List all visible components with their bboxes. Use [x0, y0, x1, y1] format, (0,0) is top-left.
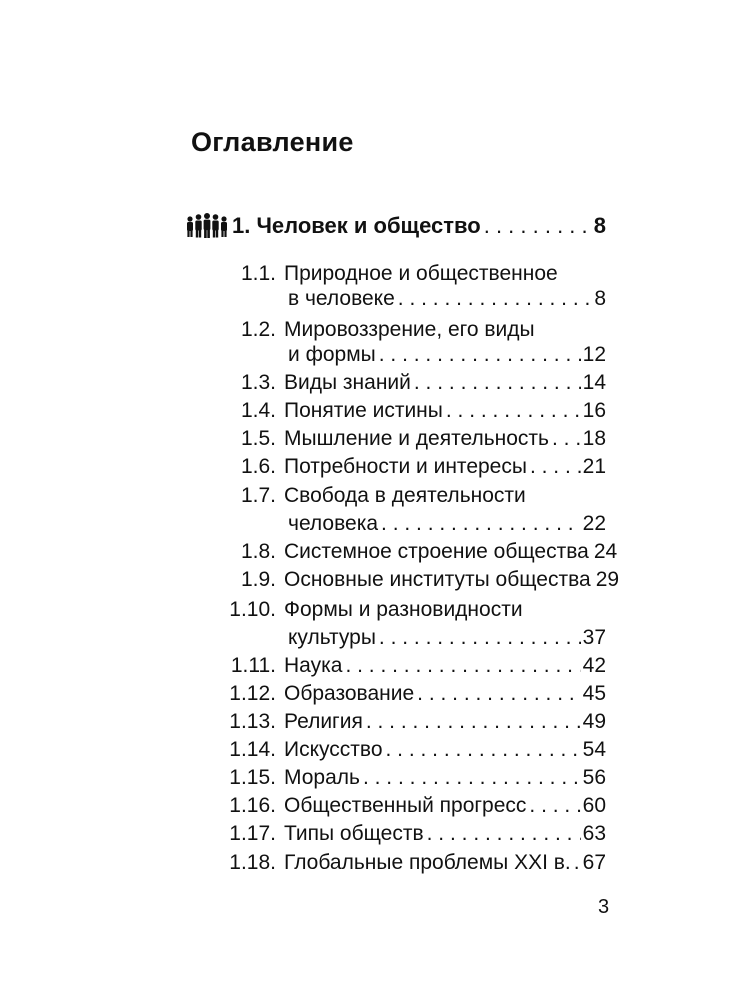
toc-entry[interactable] — [284, 427, 606, 451]
page-number: 3 — [598, 896, 610, 918]
entry-title-line1[interactable]: Свобода в деятельности — [284, 484, 526, 507]
entry-number: 1.7. — [240, 484, 276, 507]
entry-number: 1.3. — [240, 371, 276, 394]
dot-leader — [414, 682, 580, 706]
entry-number: 1.13. — [229, 710, 276, 733]
entry-page: 45 — [582, 682, 606, 705]
dot-leader — [571, 851, 581, 875]
entry-number: 1.18. — [229, 851, 276, 874]
entry-title-line1[interactable]: Формы и разновидности — [284, 598, 523, 621]
entry-title: в человеке — [288, 287, 395, 310]
dot-leader — [443, 399, 581, 423]
dot-leader — [411, 371, 581, 395]
entry-number: 1.10. — [229, 598, 276, 621]
entry-number: 1.14. — [229, 738, 276, 761]
entry-title: Мышление и деятельность — [284, 427, 549, 450]
entry-title: и формы — [288, 343, 376, 366]
toc-entry[interactable] — [284, 540, 618, 564]
entry-number: 1.11. — [230, 654, 276, 677]
dot-leader — [549, 427, 581, 451]
dot-leader — [342, 654, 580, 678]
dot-leader — [376, 626, 581, 650]
dot-leader — [376, 343, 581, 367]
entry-title: Глобальные проблемы XXI в. — [284, 851, 571, 874]
entry-page: 24 — [593, 540, 618, 563]
toc-entry[interactable] — [284, 822, 606, 846]
entry-page: 54 — [582, 738, 606, 761]
toc-entry[interactable] — [284, 794, 606, 818]
dot-leader — [395, 287, 593, 311]
toc-entry[interactable] — [284, 738, 606, 762]
dot-leader — [378, 512, 581, 536]
page-title: Оглавление — [191, 127, 354, 157]
entry-title: Религия — [284, 710, 363, 733]
entry-page: 12 — [582, 343, 606, 366]
entry-number: 1.2. — [240, 318, 276, 341]
toc-entry[interactable] — [288, 626, 606, 650]
entry-title: человека — [288, 512, 379, 535]
entry-title: культуры — [288, 626, 376, 649]
entry-title: Общественный прогресс — [284, 794, 527, 817]
dot-leader — [360, 766, 581, 790]
entry-page: 18 — [582, 427, 606, 450]
entry-page: 21 — [582, 455, 606, 478]
entry-number: 1.16. — [229, 794, 276, 817]
entry-page: 16 — [582, 399, 606, 422]
entry-title: Системное строение общества — [284, 540, 589, 563]
entry-title: Образование — [284, 682, 415, 705]
entry-number: 1.1. — [240, 262, 276, 285]
dot-leader — [527, 455, 581, 479]
entry-page: 67 — [582, 851, 606, 874]
entry-title: Мораль — [284, 766, 360, 789]
entry-title: Наука — [284, 654, 343, 677]
toc-entry[interactable] — [284, 399, 606, 423]
entry-page: 42 — [582, 654, 606, 677]
entry-title: Основные институты общества — [284, 568, 591, 591]
dot-leader — [424, 822, 581, 846]
toc-entry[interactable] — [288, 287, 606, 311]
entry-title-line1[interactable]: Мировоззрение, его виды — [284, 318, 535, 341]
entry-number: 1.8. — [240, 540, 276, 563]
entry-page: 37 — [582, 626, 606, 649]
entry-number: 1.12. — [229, 682, 276, 705]
toc-entry[interactable] — [284, 682, 606, 706]
entry-title: Типы обществ — [284, 822, 424, 845]
toc-entry[interactable] — [284, 455, 606, 479]
entry-number: 1.17. — [229, 822, 276, 845]
toc-entry[interactable] — [284, 710, 606, 734]
toc-entry[interactable] — [284, 371, 606, 395]
toc-entry[interactable] — [284, 851, 606, 875]
entry-page: 63 — [582, 822, 606, 845]
entry-number: 1.6. — [240, 455, 276, 478]
entry-page: 29 — [595, 568, 620, 591]
toc-entry[interactable] — [284, 568, 620, 592]
entry-page: 14 — [582, 371, 606, 394]
section-page: 8 — [593, 213, 606, 238]
entry-page: 22 — [582, 512, 606, 535]
entry-page: 60 — [582, 794, 606, 817]
entry-title: Искусство — [284, 738, 383, 761]
entry-title-line1[interactable]: Природное и общественное — [284, 262, 558, 285]
entry-number: 1.15. — [229, 766, 276, 789]
toc-entry[interactable] — [288, 343, 606, 367]
toc-entry[interactable] — [284, 766, 606, 790]
entry-page: 56 — [582, 766, 606, 789]
dot-leader — [363, 710, 581, 734]
entry-title: Потребности и интересы — [284, 455, 527, 478]
entry-number: 1.5. — [240, 427, 276, 450]
dot-leader — [481, 213, 592, 239]
toc-entry[interactable] — [284, 654, 606, 678]
entry-page: 49 — [582, 710, 606, 733]
dot-leader — [383, 738, 581, 762]
entry-number: 1.4. — [240, 399, 276, 422]
entry-title: Понятие истины — [284, 399, 443, 422]
entry-page: 8 — [594, 287, 606, 310]
toc-section[interactable] — [232, 213, 606, 239]
section-title: 1. Человек и общество — [232, 213, 481, 238]
toc-entry[interactable] — [288, 512, 606, 536]
dot-leader — [526, 794, 580, 818]
entry-number: 1.9. — [240, 568, 276, 591]
entry-title: Виды знаний — [284, 371, 411, 394]
